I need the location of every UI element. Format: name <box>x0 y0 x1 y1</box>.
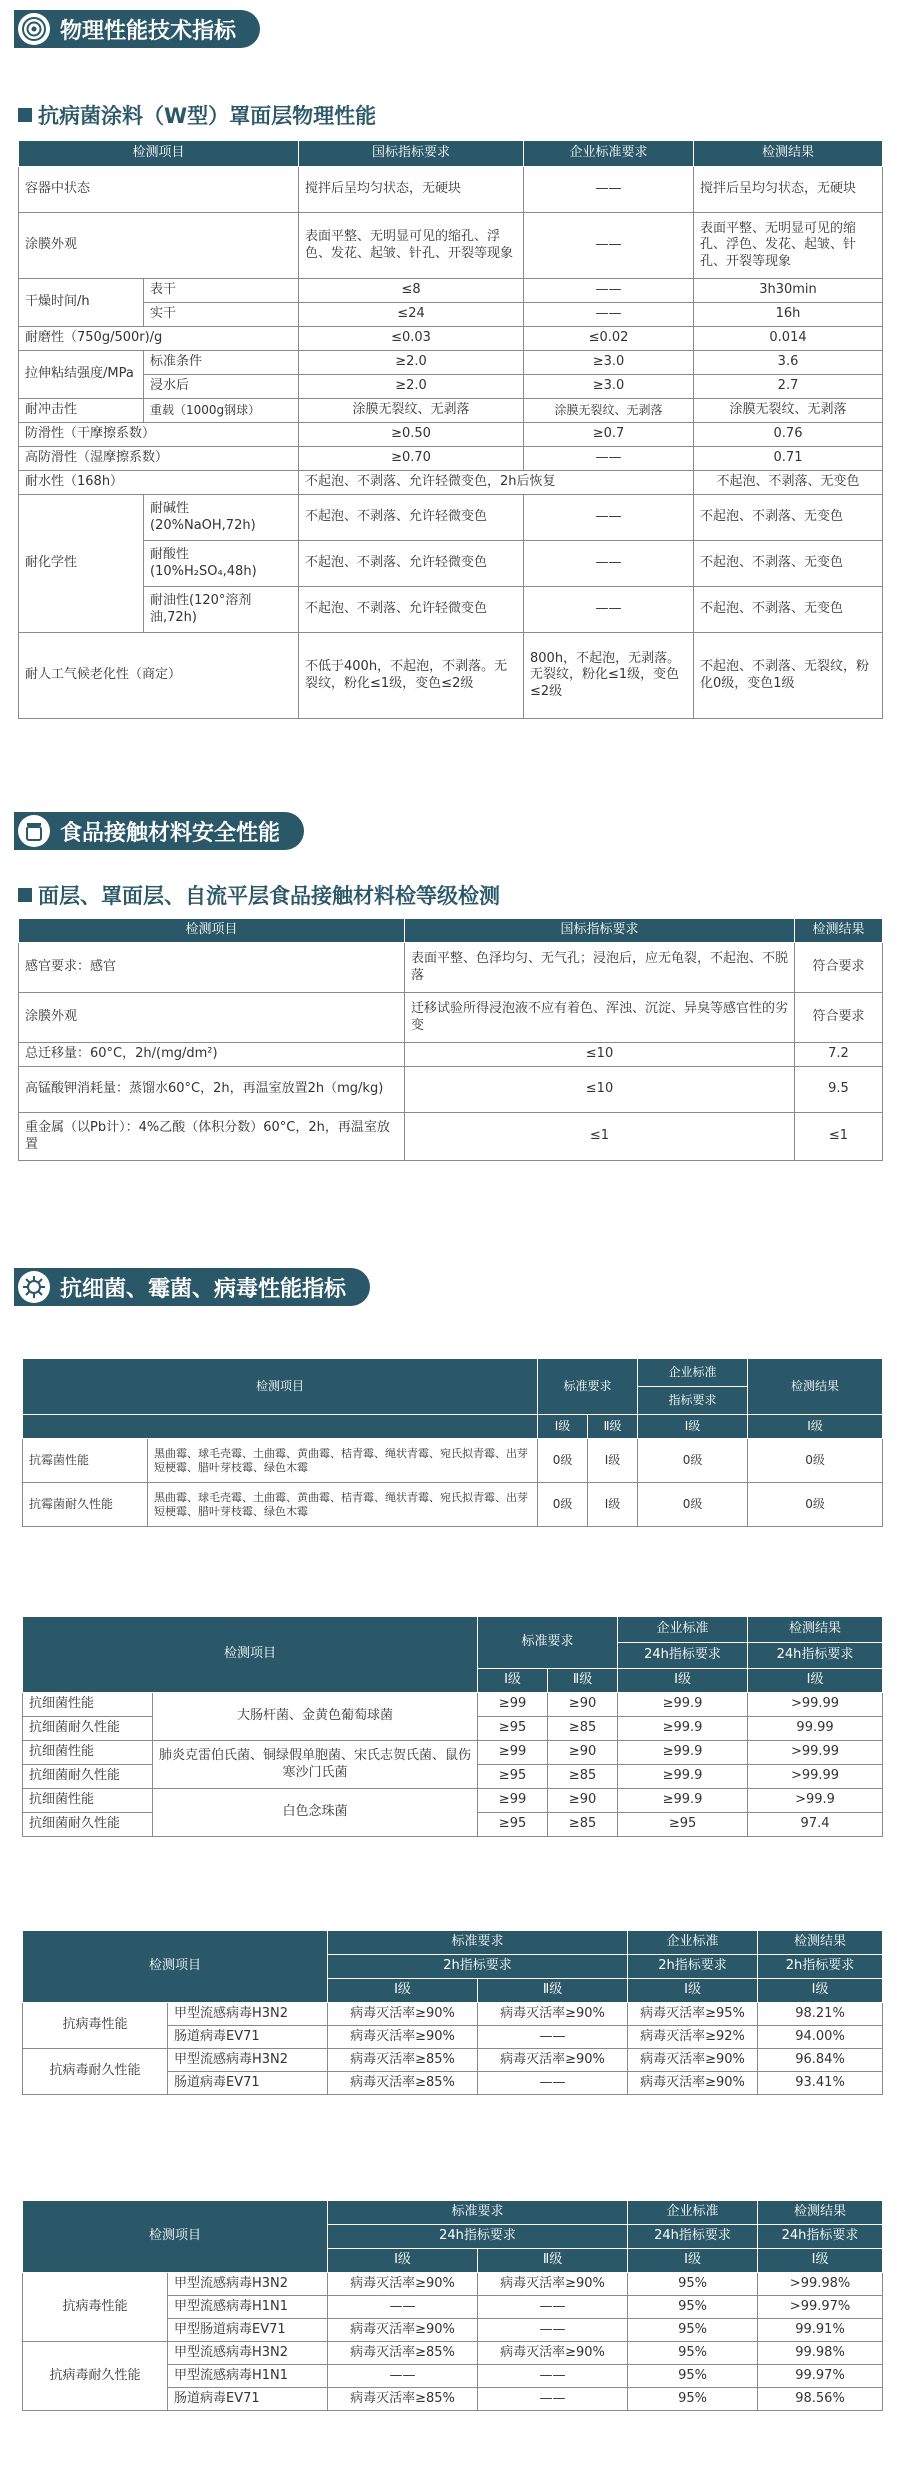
header-cell: 检测结果 <box>694 141 883 167</box>
header-cell: 检测项目 <box>19 919 405 943</box>
antivirus-24h-table <box>22 2200 883 2411</box>
header-cell: 企业标准 <box>618 1617 748 1643</box>
header-cell: 企业标准 <box>628 1931 758 1955</box>
table-row: 抗霉菌性能 黑曲霉、球毛壳霉、土曲霉、黄曲霉、桔青霉、绳状青霉、宛氏拟青霉、出芽短梗霉、腊叶芽枝霉、绿色木霉 0级 Ⅰ级 0级 0级 <box>23 1439 883 1483</box>
table-row: 实干 ≤24 —— 16h <box>19 303 883 327</box>
table-row: 高锰酸钾消耗量：蒸馏水60°C，2h，再温室放置2h（mg/kg) ≤10 9.5 <box>19 1067 883 1113</box>
food-jar-icon <box>18 815 50 847</box>
header-cell: Ⅰ级 <box>638 1415 748 1439</box>
table-row: 耐人工气候老化性（商定） 不低于400h，不起泡，不剥落。无裂纹，粉化≤1级，变色≤2级 800h，不起泡，无剥落。无裂纹，粉化≤1级，变色≤2级 不起泡、不剥落、无裂纹，粉化0级，变色1级 <box>19 633 883 719</box>
header-cell: Ⅰ级 <box>748 1415 883 1439</box>
square-bullet-icon <box>18 108 32 122</box>
header-cell: Ⅰ级 <box>628 1979 758 2003</box>
table-row: 总迁移量：60°C，2h/(mg/dm²) ≤10 7.2 <box>19 1043 883 1067</box>
header-cell: 企业标准 <box>638 1359 748 1387</box>
table-row: 涂膜外观 迁移试验所得浸泡液不应有着色、浑浊、沉淀、异臭等感官性的劣变 符合要求 <box>19 993 883 1043</box>
table-row: 甲型流感病毒H1N1 —— —— 95% 99.97% <box>23 2365 883 2388</box>
header-cell: 企业标准要求 <box>524 141 694 167</box>
table-row: 抗细菌性能 肺炎克雷伯氏菌、铜绿假单胞菌、宋氏志贺氏菌、鼠伤寒沙门氏菌 ≥99 ≥90 ≥99.9 >99.99 <box>23 1741 883 1765</box>
table-row: 拉伸粘结强度/MPa 标准条件 ≥2.0 ≥3.0 3.6 <box>19 351 883 375</box>
virus-icon <box>18 1271 50 1303</box>
header-cell: 标准要求 <box>328 1931 628 1955</box>
header-cell: Ⅰ级 <box>748 1669 883 1693</box>
header-cell: Ⅱ级 <box>478 1979 628 2003</box>
target-icon <box>18 13 50 45</box>
header-cell: Ⅰ级 <box>328 1979 478 2003</box>
header-cell: 检测项目 <box>23 2201 328 2273</box>
table-row: 防滑性（干摩擦系数） ≥0.50 ≥0.7 0.76 <box>19 423 883 447</box>
header-cell: 国标指标要求 <box>405 919 795 943</box>
header-cell: 2h指标要求 <box>628 1955 758 1979</box>
section-title: 抗细菌、霉菌、病毒性能指标 <box>60 1276 347 1302</box>
header-cell: 企业标准 <box>628 2201 758 2225</box>
table-row: 抗病毒耐久性能 甲型流感病毒H3N2 病毒灭活率≥85% 病毒灭活率≥90% 病毒灭活率≥90% 96.84% <box>23 2049 883 2072</box>
table-row: 抗霉菌耐久性能 黑曲霉、球毛壳霉、土曲霉、黄曲霉、桔青霉、绳状青霉、宛氏拟青霉、出芽短梗霉、腊叶芽枝霉、绿色木霉 0级 Ⅰ级 0级 0级 <box>23 1483 883 1527</box>
subheading-food: 面层、罩面层、自流平层食品接触材料检等级检测 <box>18 880 500 910</box>
table-row: 抗细菌耐久性能 ≥95 ≥85 ≥99.9 99.99 <box>23 1717 883 1741</box>
header-cell: Ⅰ级 <box>758 2249 883 2273</box>
table-row: 耐水性（168h） 不起泡、不剥落、允许轻微变色，2h后恢复 不起泡、不剥落、无变色 <box>19 471 883 495</box>
header-cell: 24h指标要求 <box>618 1643 748 1669</box>
header-cell: Ⅰ级 <box>628 2249 758 2273</box>
subheading-physical: 抗病菌涂料（W型）罩面层物理性能 <box>18 100 376 130</box>
header-cell: Ⅰ级 <box>478 1669 548 1693</box>
table-row: 容器中状态 搅拌后呈均匀状态，无硬块 —— 搅拌后呈均匀状态，无硬块 <box>19 167 883 213</box>
table-row: 耐酸性(10%H₂SO₄,48h) 不起泡、不剥落、允许轻微变色 —— 不起泡、不剥落、无变色 <box>19 541 883 587</box>
table-row: 肠道病毒EV71 病毒灭活率≥90% —— 病毒灭活率≥92% 94.00% <box>23 2026 883 2049</box>
table-row: 浸水后 ≥2.0 ≥3.0 2.7 <box>19 375 883 399</box>
header-cell: 2h指标要求 <box>328 1955 628 1979</box>
header-cell: 检测结果 <box>758 2201 883 2225</box>
table-row: 耐化学性 耐碱性(20%NaOH,72h) 不起泡、不剥落、允许轻微变色 —— 不起泡、不剥落、无变色 <box>19 495 883 541</box>
section-banner-antimicrobial <box>14 1268 370 1306</box>
header-cell: Ⅱ级 <box>588 1415 638 1439</box>
header-cell: 检测项目 <box>23 1359 538 1415</box>
square-bullet-icon <box>18 888 32 902</box>
header-cell: 24h指标要求 <box>748 1643 883 1669</box>
table-row: 抗细菌性能 大肠杆菌、金黄色葡萄球菌 ≥99 ≥90 ≥99.9 >99.99 <box>23 1693 883 1717</box>
section-title: 物理性能技术指标 <box>60 18 237 44</box>
header-cell: Ⅰ级 <box>758 1979 883 2003</box>
header-cell: 检测项目 <box>23 1931 328 2003</box>
table-row: 甲型肠道病毒EV71 病毒灭活率≥90% —— 95% 99.91% <box>23 2319 883 2342</box>
antibacterial-table <box>22 1616 883 1837</box>
header-cell: Ⅱ级 <box>548 1669 618 1693</box>
header-cell: 检测项目 <box>23 1617 478 1693</box>
food-contact-table <box>18 918 883 1161</box>
header-cell: 标准要求 <box>328 2201 628 2225</box>
table-row: 抗细菌耐久性能 ≥95 ≥85 ≥95 97.4 <box>23 1813 883 1837</box>
header-cell: 国标指标要求 <box>299 141 524 167</box>
table-row: 耐磨性（750g/500r)/g ≤0.03 ≤0.02 0.014 <box>19 327 883 351</box>
table-row: 肠道病毒EV71 病毒灭活率≥85% —— 病毒灭活率≥90% 93.41% <box>23 2072 883 2095</box>
table-row: 耐油性(120°溶剂油,72h) 不起泡、不剥落、允许轻微变色 —— 不起泡、不剥落、无变色 <box>19 587 883 633</box>
header-cell: Ⅰ级 <box>618 1669 748 1693</box>
table-row: 耐冲击性 重载（1000g钢球） 涂膜无裂纹、无剥落 涂膜无裂纹、无剥落 涂膜无裂纹、无剥落 <box>19 399 883 423</box>
header-cell: 标准要求 <box>538 1359 638 1415</box>
header-cell: 2h指标要求 <box>758 1955 883 1979</box>
header-cell: 检测结果 <box>795 919 883 943</box>
header-cell: 检测结果 <box>758 1931 883 1955</box>
header-cell: 检测结果 <box>748 1617 883 1643</box>
section-banner-food <box>14 812 304 850</box>
header-cell: Ⅱ级 <box>478 2249 628 2273</box>
table-row: 抗病毒耐久性能 甲型流感病毒H3N2 病毒灭活率≥85% 病毒灭活率≥90% 95% 99.98% <box>23 2342 883 2365</box>
table-row: 抗病毒性能 甲型流感病毒H3N2 病毒灭活率≥90% 病毒灭活率≥90% 95% >99.98% <box>23 2273 883 2296</box>
table-row: 抗细菌性能 白色念珠菌 ≥99 ≥90 ≥99.9 >99.9 <box>23 1789 883 1813</box>
header-cell: 标准要求 <box>478 1617 618 1669</box>
header-cell: Ⅰ级 <box>538 1415 588 1439</box>
header-cell: 检测项目 <box>19 141 299 167</box>
antimold-table <box>22 1358 883 1527</box>
table-row: 干燥时间/h 表干 ≤8 —— 3h30min <box>19 279 883 303</box>
table-row: 涂膜外观 表面平整、无明显可见的缩孔、浮色、发花、起皱、针孔、开裂等现象 —— 表面平整、无明显可见的缩孔、浮色、发花、起皱、针孔、开裂等现象 <box>19 213 883 279</box>
header-cell: Ⅰ级 <box>328 2249 478 2273</box>
table-row: 感官要求：感官 表面平整、色泽均匀、无气孔；浸泡后，应无龟裂，不起泡、不脱落 符合要求 <box>19 943 883 993</box>
table-row: 抗细菌耐久性能 ≥95 ≥85 ≥99.9 >99.99 <box>23 1765 883 1789</box>
antivirus-2h-table <box>22 1930 883 2095</box>
header-cell: 24h指标要求 <box>758 2225 883 2249</box>
table-row: 甲型流感病毒H1N1 —— —— 95% >99.97% <box>23 2296 883 2319</box>
header-cell: 24h指标要求 <box>328 2225 628 2249</box>
table-row: 高防滑性（湿摩擦系数） ≥0.70 —— 0.71 <box>19 447 883 471</box>
table-row: 重金属（以Pb计）：4%乙酸（体积分数）60°C，2h，再温室放置 ≤1 ≤1 <box>19 1113 883 1161</box>
section-title: 食品接触材料安全性能 <box>60 820 281 846</box>
section-banner-physical <box>14 10 260 48</box>
physical-properties-table <box>18 140 883 719</box>
table-row: 抗病毒性能 甲型流感病毒H3N2 病毒灭活率≥90% 病毒灭活率≥90% 病毒灭活率≥95% 98.21% <box>23 2003 883 2026</box>
header-cell: 24h指标要求 <box>628 2225 758 2249</box>
table-row: 肠道病毒EV71 病毒灭活率≥85% —— 95% 98.56% <box>23 2388 883 2411</box>
header-cell: 指标要求 <box>638 1387 748 1415</box>
header-cell: 检测结果 <box>748 1359 883 1415</box>
